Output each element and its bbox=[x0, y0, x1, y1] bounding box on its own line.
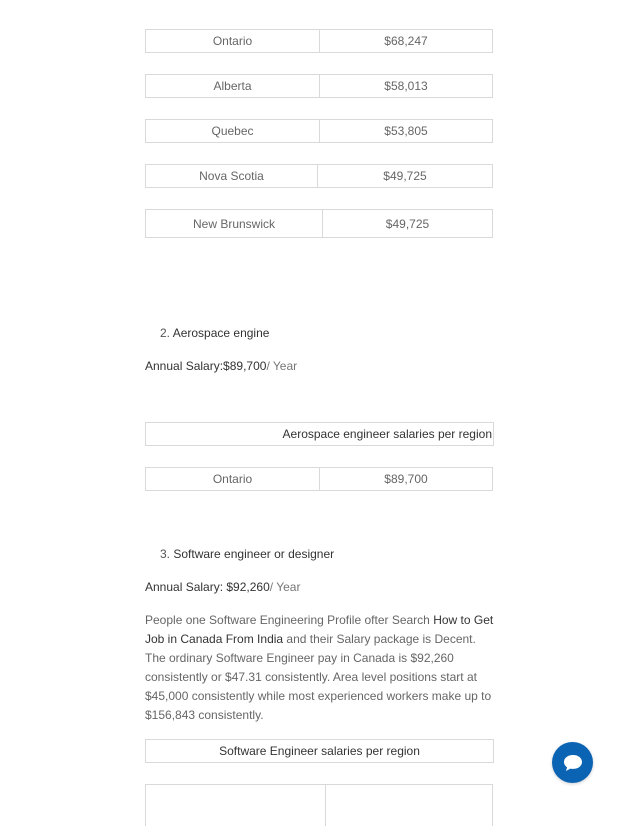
salary-cell: $68,247 bbox=[384, 34, 428, 48]
table-header-text: Software Engineer salaries per region bbox=[219, 744, 420, 758]
body-paragraph bbox=[145, 611, 495, 725]
region-cell: Alberta bbox=[146, 75, 320, 97]
region-cell: Ontario bbox=[146, 30, 320, 52]
annual-salary bbox=[145, 359, 297, 373]
section-heading bbox=[160, 326, 269, 340]
table-row bbox=[145, 74, 493, 98]
table-row bbox=[145, 209, 493, 238]
section-title: Software engineer or designer bbox=[173, 547, 335, 561]
salary-label: Annual Salary:$89,700 bbox=[145, 359, 267, 373]
region-cell bbox=[146, 785, 326, 826]
paragraph-text: People one Software Engineering Profile ofter Search bbox=[145, 613, 434, 627]
table-header bbox=[145, 739, 494, 763]
table-header-text: Aerospace engineer salaries per region bbox=[282, 427, 492, 441]
section-number: 3. bbox=[160, 547, 171, 561]
table-row bbox=[145, 467, 493, 491]
annual-salary bbox=[145, 580, 300, 594]
paragraph-text: and their Salary package is Decent. The ordinary Software Engineer pay in Canada is $92,260 consistently or $47.31 consistently. Area level positions start at $45,000 consistently while most experienced workers make up to $156,843 consistently. bbox=[145, 632, 492, 722]
salary-cell bbox=[326, 785, 492, 826]
salary-cell: $49,725 bbox=[383, 169, 427, 183]
chat-button[interactable] bbox=[552, 742, 593, 783]
section-title: Aerospace engine bbox=[172, 326, 270, 340]
region-cell: Nova Scotia bbox=[146, 165, 318, 187]
section-number: 2. bbox=[160, 326, 171, 340]
salary-cell: $53,805 bbox=[384, 124, 428, 138]
section-heading bbox=[160, 547, 334, 561]
chat-bubble-icon bbox=[562, 753, 584, 773]
salary-cell: $58,013 bbox=[384, 79, 428, 93]
table-row bbox=[145, 784, 493, 826]
table-row bbox=[145, 29, 493, 53]
salary-cell: $89,700 bbox=[384, 472, 428, 486]
salary-unit: / Year bbox=[269, 580, 301, 594]
salary-label: Annual Salary: $92,260 bbox=[145, 580, 270, 594]
region-cell: Ontario bbox=[146, 468, 320, 490]
table-row bbox=[145, 164, 493, 188]
job-canada-link[interactable]: How to Get Job in Canada From India bbox=[145, 613, 494, 646]
region-cell: New Brunswick bbox=[146, 210, 323, 237]
table-header bbox=[145, 422, 494, 446]
region-cell: Quebec bbox=[146, 120, 320, 142]
salary-unit: / Year bbox=[266, 359, 298, 373]
salary-cell: $49,725 bbox=[385, 216, 430, 231]
table-row bbox=[145, 119, 493, 143]
